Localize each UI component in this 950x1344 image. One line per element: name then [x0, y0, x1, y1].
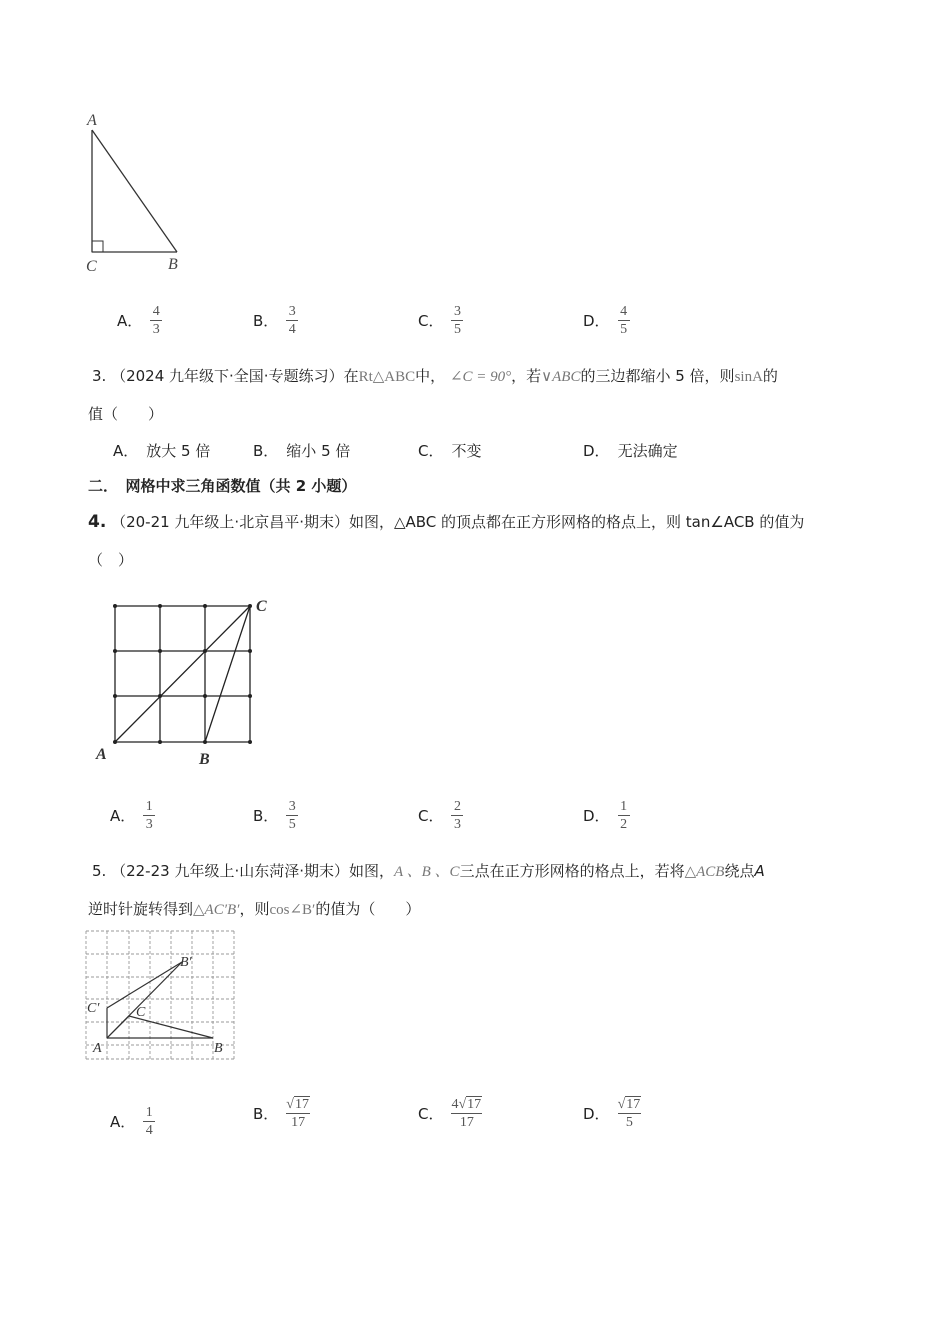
fraction: $\frac{3}{5}$: [286, 798, 298, 833]
fraction: $\frac{√17}{5}$: [617, 1097, 641, 1130]
fraction: $\frac{3}{4}$: [286, 303, 298, 338]
label-a: A: [96, 746, 107, 763]
q5-stem-line2: 逆时针旋转得到△AC′B′，则cos∠B′的值为（ ）: [88, 900, 421, 918]
q3-stem-line2: 值（ ）: [88, 405, 164, 423]
fraction: $\frac{1}{3}$: [143, 798, 155, 833]
grid-triangle-figure: [90, 594, 280, 774]
rotation-figure: [84, 928, 244, 1064]
right-triangle-figure: [80, 108, 200, 278]
q3-option-c[interactable]: C． 不变: [418, 442, 482, 460]
section-title: 二． 网格中求三角函数值（共 2 小题）: [88, 477, 357, 495]
fraction: $\frac{4}{3}$: [150, 303, 162, 338]
fraction: $\frac{2}{3}$: [451, 798, 463, 833]
label-c: C: [256, 598, 267, 615]
q2-option-d[interactable]: D． $\frac{4}{5}$: [583, 303, 630, 338]
q4-option-b[interactable]: B． $\frac{3}{5}$: [253, 798, 298, 833]
fraction: $\frac{4√17}{17}$: [451, 1097, 482, 1130]
q3-stem: 3. （2024 九年级下·全国·专题练习）在Rt△ABC中， ∠C = 90°，若∨ABC的三边都缩小 5 倍，则sinA的: [92, 367, 778, 385]
label-c: C: [136, 1005, 146, 1020]
label-a: A: [93, 1041, 102, 1056]
q5-option-b[interactable]: B． $\frac{√17}{17}$: [253, 1097, 309, 1130]
label-c: C: [86, 258, 97, 275]
q2-option-b[interactable]: B． $\frac{3}{4}$: [253, 303, 298, 338]
q2-option-c[interactable]: C． $\frac{3}{5}$: [418, 303, 463, 338]
label-a: A: [87, 112, 97, 129]
q5-option-a[interactable]: A． $\frac{1}{4}$: [110, 1104, 155, 1139]
q5-option-c[interactable]: C． $\frac{4√17}{17}$: [418, 1097, 482, 1130]
q3-option-a[interactable]: A． 放大 5 倍: [113, 442, 211, 460]
fraction: $\frac{3}{5}$: [451, 303, 463, 338]
q2-option-a[interactable]: A． $\frac{4}{3}$: [117, 303, 162, 338]
fraction: $\frac{4}{5}$: [618, 303, 630, 338]
label-b: B: [168, 256, 178, 273]
fraction: $\frac{√17}{17}$: [286, 1097, 309, 1130]
fraction: $\frac{1}{4}$: [143, 1104, 155, 1139]
q4-stem: 4. （20-21 九年级上·北京昌平·期末）如图，△ABC 的顶点都在正方形网格的格点上，则 tan∠ACB 的值为: [88, 512, 805, 532]
label-b-prime: B′: [180, 955, 192, 970]
label-b: B: [199, 751, 210, 768]
q3-option-b[interactable]: B． 缩小 5 倍: [253, 442, 351, 460]
fraction: $\frac{1}{2}$: [618, 798, 630, 833]
q4-option-a[interactable]: A． $\frac{1}{3}$: [110, 798, 155, 833]
label-b: B: [214, 1041, 223, 1056]
q4-option-d[interactable]: D． $\frac{1}{2}$: [583, 798, 630, 833]
label-c-prime: C′: [87, 1001, 100, 1016]
q5-option-d[interactable]: D． $\frac{√17}{5}$: [583, 1097, 641, 1130]
q5-stem: 5. （22-23 九年级上·山东菏泽·期末）如图，A 、B 、C三点在正方形网格的格点上，若将△ACB绕点A: [92, 862, 765, 880]
q3-option-d[interactable]: D． 无法确定: [583, 442, 678, 460]
q4-option-c[interactable]: C． $\frac{2}{3}$: [418, 798, 463, 833]
q4-stem-line2: （ ）: [88, 551, 134, 569]
